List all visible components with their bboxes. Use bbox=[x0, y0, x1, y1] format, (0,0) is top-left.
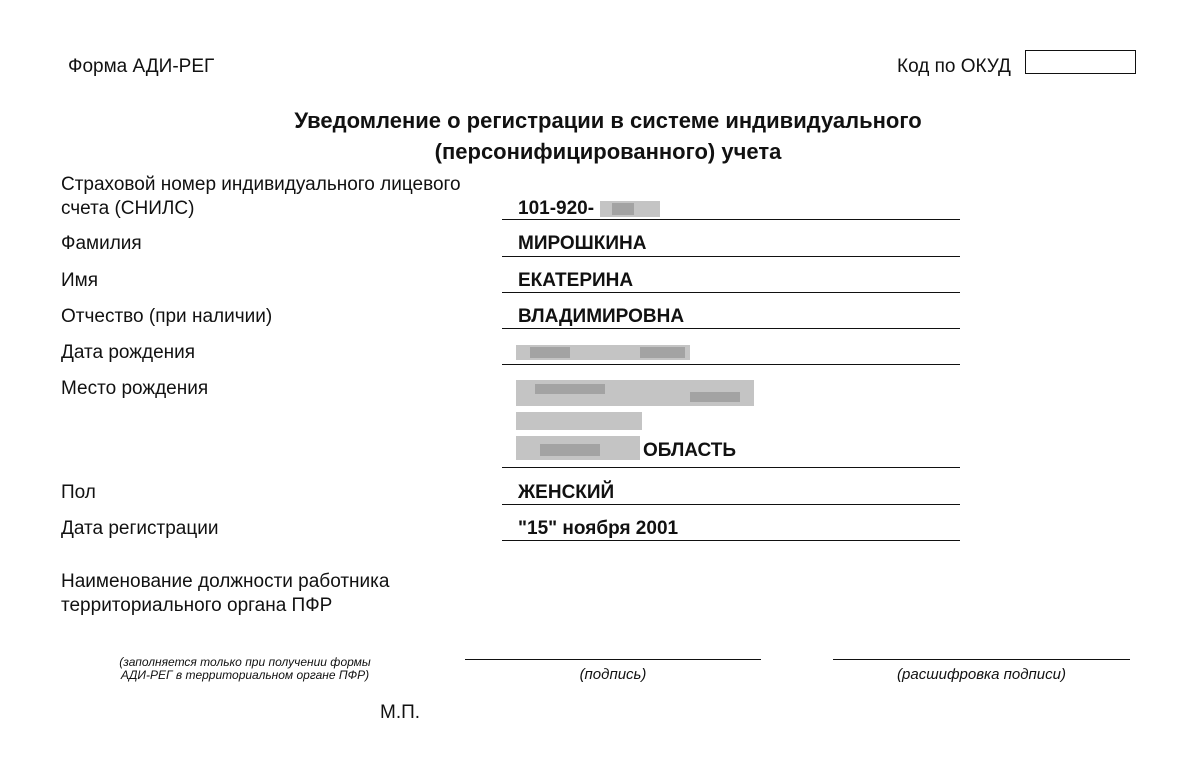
gender-underline bbox=[502, 504, 960, 505]
stamp-place: М.П. bbox=[380, 702, 421, 723]
name-label: Имя bbox=[61, 270, 99, 291]
birthdate-label: Дата рождения bbox=[61, 342, 196, 363]
snils-label-line1: Страховой номер индивидуального лицевого bbox=[61, 174, 461, 195]
birthplace-value-suffix: ОБЛАСТЬ bbox=[643, 440, 737, 461]
birthplace-redacted-2 bbox=[516, 412, 642, 430]
birthdate-redacted-dark2 bbox=[640, 347, 685, 358]
snils-underline bbox=[502, 219, 960, 220]
decoding-caption: (расшифровка подписи) bbox=[897, 666, 1066, 683]
birthplace-label: Место рождения bbox=[61, 378, 209, 399]
birthdate-redacted-dark bbox=[530, 347, 570, 358]
name-underline bbox=[502, 292, 960, 293]
position-label-line1: Наименование должности работника bbox=[61, 571, 390, 592]
signature-line bbox=[465, 659, 761, 660]
patronymic-underline bbox=[502, 328, 960, 329]
okud-code-box bbox=[1025, 50, 1136, 74]
snils-value: 101-920- bbox=[518, 198, 595, 219]
surname-label: Фамилия bbox=[61, 233, 142, 254]
fill-note-line2: АДИ-РЕГ в территориальном органе ПФР) bbox=[120, 668, 370, 682]
position-label-line2: территориального органа ПФР bbox=[61, 595, 333, 616]
okud-label: Код по ОКУД bbox=[897, 56, 1011, 77]
name-value: ЕКАТЕРИНА bbox=[518, 270, 634, 291]
birthplace-underline bbox=[502, 467, 960, 468]
birthplace-redacted-1-dark2 bbox=[690, 392, 740, 402]
regdate-label: Дата регистрации bbox=[61, 518, 219, 539]
regdate-underline bbox=[502, 540, 960, 541]
fill-note-line1: (заполняется только при получении формы bbox=[119, 655, 371, 669]
form-name: Форма АДИ-РЕГ bbox=[68, 56, 215, 77]
surname-value: МИРОШКИНА bbox=[518, 233, 647, 254]
document-title-line2: (персонифицированного) учета bbox=[434, 139, 782, 164]
birthdate-underline bbox=[502, 364, 960, 365]
surname-underline bbox=[502, 256, 960, 257]
snils-redacted-dark bbox=[612, 203, 634, 215]
decoding-line bbox=[833, 659, 1130, 660]
gender-value: ЖЕНСКИЙ bbox=[518, 482, 615, 503]
birthplace-redacted-3-dark bbox=[540, 444, 600, 456]
signature-caption: (подпись) bbox=[579, 666, 647, 683]
gender-label: Пол bbox=[61, 482, 96, 503]
patronymic-value: ВЛАДИМИРОВНА bbox=[518, 306, 685, 327]
fill-note bbox=[80, 656, 410, 682]
document-title-line1: Уведомление о регистрации в системе индивидуального bbox=[294, 108, 922, 133]
snils-label-line2: счета (СНИЛС) bbox=[61, 198, 195, 219]
regdate-value: "15" ноября 2001 bbox=[518, 518, 679, 539]
patronymic-label: Отчество (при наличии) bbox=[61, 306, 273, 327]
birthplace-redacted-1-dark bbox=[535, 384, 605, 394]
